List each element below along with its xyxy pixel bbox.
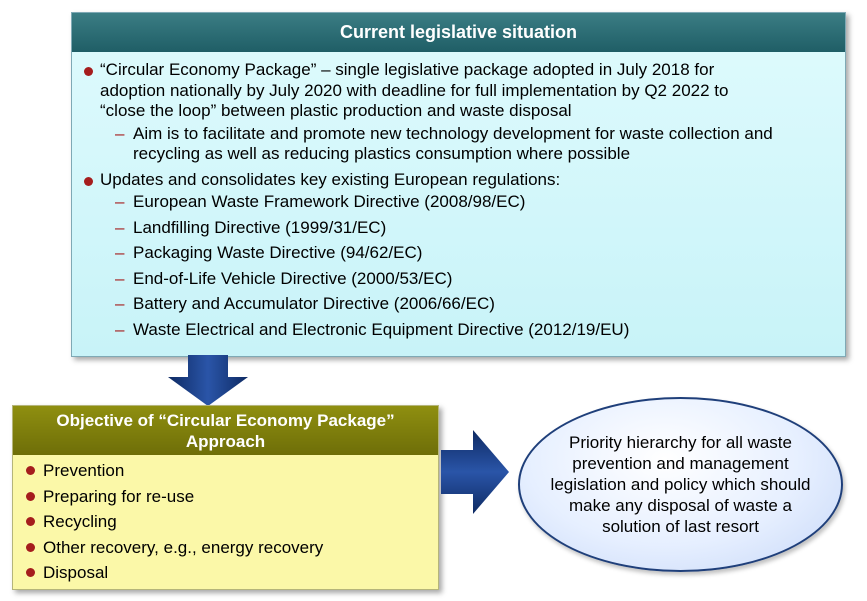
bullet-updates-regulations xyxy=(82,170,835,191)
bullet-dot-icon xyxy=(84,67,93,76)
dash-icon: – xyxy=(115,217,125,237)
dash-icon: – xyxy=(115,243,125,262)
bullet-dot-icon xyxy=(26,568,35,577)
objective-item-label: Recycling xyxy=(43,512,117,531)
dash-icon: – xyxy=(115,123,125,143)
objective-item-label: Other recovery, e.g., energy recovery xyxy=(43,537,324,557)
directive-label: End-of-Life Vehicle Directive (2000/53/EC) xyxy=(133,268,453,288)
objective-title-line: Objective of “Circular Economy Package” xyxy=(56,410,395,430)
directive-item xyxy=(82,320,835,341)
dash-icon: – xyxy=(115,268,125,288)
directive-label: European Waste Framework Directive (2008/98/EC) xyxy=(133,192,526,211)
objective-item-disposal xyxy=(21,560,430,586)
objective-box xyxy=(12,405,439,590)
sub-bullet-line: recycling as well as reducing plastics consumption where possible xyxy=(133,144,631,163)
priority-line: make any disposal of waste a xyxy=(568,496,792,515)
dash-icon: – xyxy=(115,192,125,211)
bullet-line: Updates and consolidates key existing European regulations: xyxy=(100,169,561,189)
objective-item-label: Preparing for re-use xyxy=(43,486,195,506)
directive-item xyxy=(82,243,835,264)
bullet-dot-icon xyxy=(26,466,35,475)
bullet-line: “Circular Economy Package” – single legislative package adopted in July 2018 for xyxy=(100,60,715,79)
bullet-line: “close the loop” between plastic production and waste disposal xyxy=(100,101,572,120)
objective-item-prevention xyxy=(21,458,430,484)
sub-bullet-aim xyxy=(82,124,835,165)
priority-line: prevention and management xyxy=(572,454,789,473)
directive-label: Landfilling Directive (1999/31/EC) xyxy=(133,217,387,237)
dash-icon: – xyxy=(115,319,125,339)
current-legislative-situation-title: Current legislative situation xyxy=(72,13,845,52)
directive-label: Waste Electrical and Electronic Equipment Directive (2012/19/EU) xyxy=(133,319,630,339)
objective-item-other-recovery xyxy=(21,535,430,561)
directive-label: Battery and Accumulator Directive (2006/66/EC) xyxy=(133,294,495,313)
priority-line: Priority hierarchy for all waste xyxy=(569,433,792,452)
priority-line: legislation and policy which should xyxy=(550,475,811,494)
directive-item xyxy=(82,218,835,239)
right-arrow-icon xyxy=(441,428,511,516)
directive-label: Packaging Waste Directive (94/62/EC) xyxy=(133,243,423,262)
bullet-dot-icon xyxy=(84,177,93,186)
priority-hierarchy-text xyxy=(546,432,816,537)
directive-item xyxy=(82,294,835,315)
bullet-circular-economy-package xyxy=(82,60,835,122)
dash-icon: – xyxy=(115,294,125,313)
directive-item xyxy=(82,192,835,213)
objective-list xyxy=(13,455,438,586)
current-legislative-situation-box xyxy=(71,12,846,357)
objective-title xyxy=(13,406,438,455)
directive-item xyxy=(82,269,835,290)
objective-item-reuse xyxy=(21,484,430,510)
priority-hierarchy-ellipse xyxy=(518,397,843,572)
bullet-line: adoption nationally by July 2020 with deadline for full implementation by Q2 2022 to xyxy=(100,80,729,100)
objective-item-recycling xyxy=(21,509,430,535)
objective-item-label: Prevention xyxy=(43,461,125,480)
objective-title-line: Approach xyxy=(185,431,266,451)
priority-line: solution of last resort xyxy=(602,517,759,536)
sub-bullet-line: Aim is to facilitate and promote new technology development for waste collection and xyxy=(133,123,773,143)
objective-item-label: Disposal xyxy=(43,563,109,582)
bullet-dot-icon xyxy=(26,492,35,501)
bullet-dot-icon xyxy=(26,543,35,552)
bullet-dot-icon xyxy=(26,517,35,526)
current-legislative-body xyxy=(72,52,845,340)
down-arrow-icon xyxy=(166,355,250,407)
